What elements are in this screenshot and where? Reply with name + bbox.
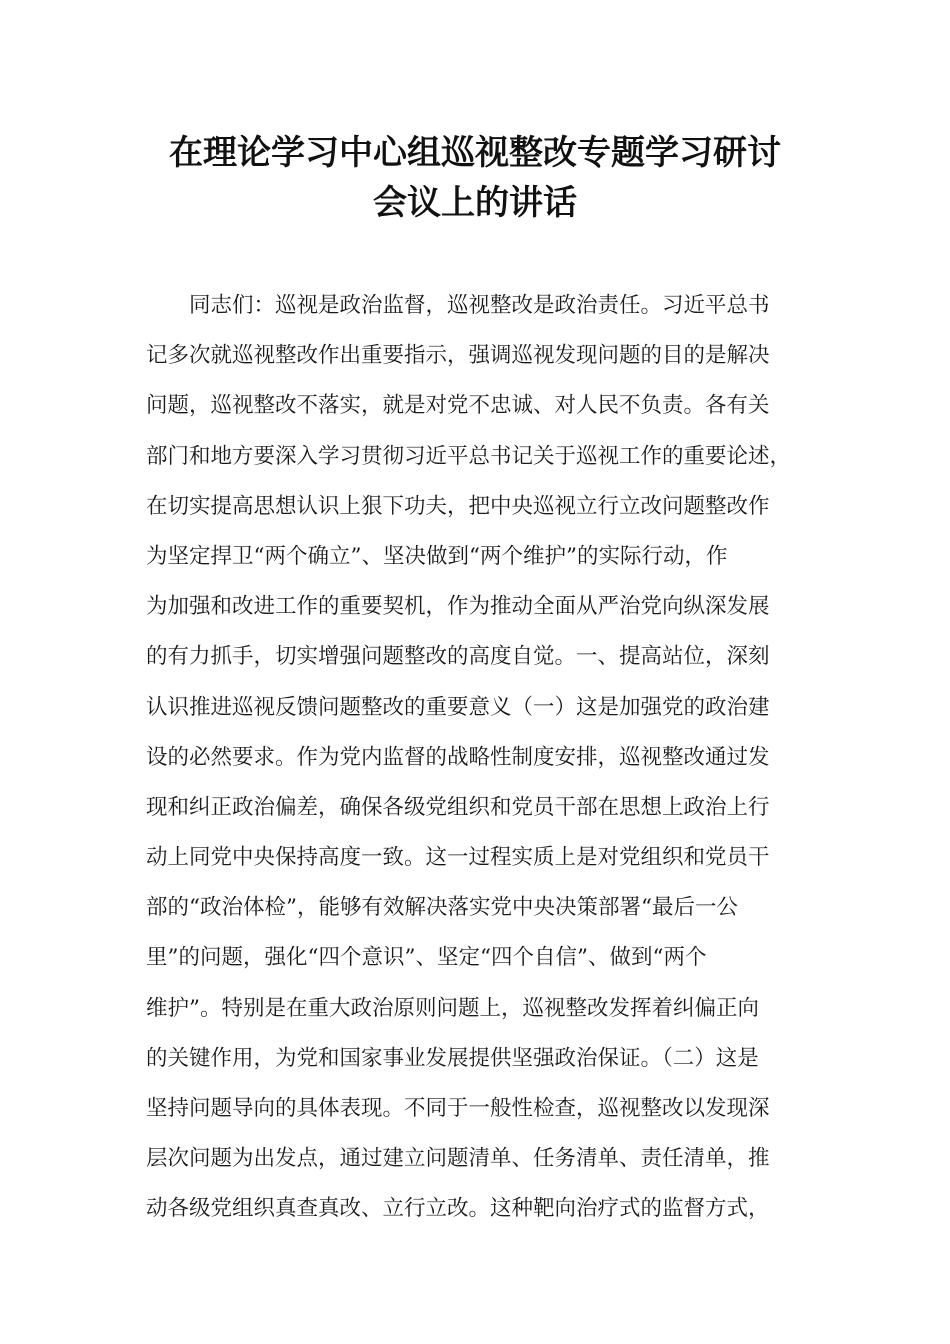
document-body xyxy=(146,281,826,1235)
body-line: 动各级党组织真查真改、立行立改。这种靶向治疗式的监督方式， xyxy=(146,1196,770,1222)
body-line: 的关键作用，为党和国家事业发展提供坚强政治保证。（二）这是 xyxy=(146,1045,759,1071)
body-line: 为坚定捍卫“两个确立”、坚决做到“两个维护”的实际行动，作 xyxy=(146,543,728,569)
body-line: 维护”。特别是在重大政治原则问题上，巡视整改发挥着纠偏正向 xyxy=(146,995,759,1021)
body-line: 部的“政治体检”，能够有效解决落实党中央决策部署“最后一公 xyxy=(146,895,738,921)
body-line: 记多次就巡视整改作出重要指示，强调巡视发现问题的目的是解决 xyxy=(146,343,770,369)
document-title-line-1: 在理论学习中心组巡视整改专题学习研讨 xyxy=(169,133,781,173)
body-line: 问题，巡视整改不落实，就是对党不忠诚、对人民不负责。各有关 xyxy=(146,393,770,419)
body-line: 层次问题为出发点，通过建立问题清单、任务清单、责任清单，推 xyxy=(146,1146,770,1172)
body-line: 同志们：巡视是政治监督，巡视整改是政治责任。习近平总书 xyxy=(189,293,770,318)
body-line: 动上同党中央保持高度一致。这一过程实质上是对党组织和党员干 xyxy=(146,845,770,871)
body-line: 的有力抓手，切实增强问题整改的高度自觉。一、提高站位，深刻 xyxy=(146,644,770,670)
body-line: 坚持问题导向的具体表现。不同于一般性检查，巡视整改以发现深 xyxy=(146,1096,770,1121)
body-line: 在切实提高思想认识上狠下功夫，把中央巡视立行立改问题整改作 xyxy=(146,493,770,519)
body-line: 部门和地方要深入学习贯彻习近平总书记关于巡视工作的重要论述， xyxy=(146,443,792,469)
document-title-line-2: 会议上的讲话 xyxy=(373,183,577,223)
body-line: 里”的问题，强化“四个意识”、坚定“四个自信”、做到“两个 xyxy=(146,945,707,971)
body-line: 现和纠正政治偏差，确保各级党组织和党员干部在思想上政治上行 xyxy=(146,794,770,820)
body-line: 为加强和改进工作的重要契机，作为推动全面从严治党向纵深发展 xyxy=(146,594,770,620)
body-line: 设的必然要求。作为党内监督的战略性制度安排，巡视整改通过发 xyxy=(146,744,770,770)
body-line: 认识推进巡视反馈问题整改的重要意义（一）这是加强党的政治建 xyxy=(146,694,770,720)
